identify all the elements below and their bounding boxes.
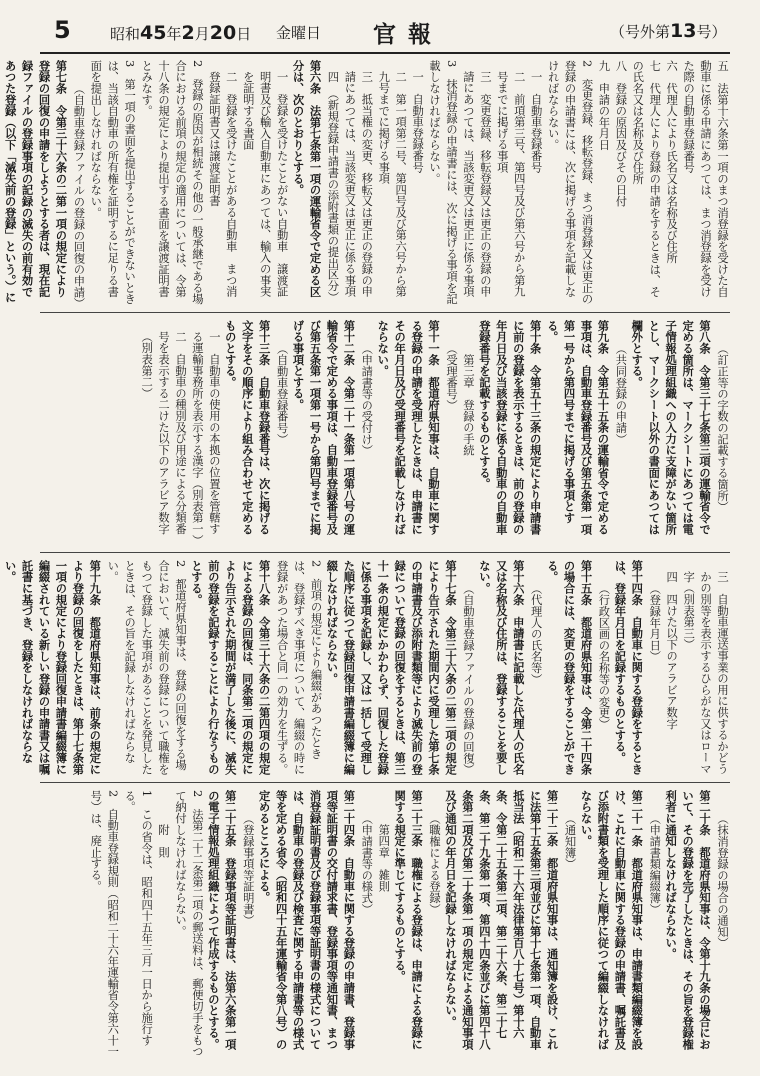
paragraph: （登録事項等証明書） [241,812,255,926]
paragraph: 第十五条 都道府県知事は、令第二十四条の場合には、変更の登録をすることができる。 [545,560,594,775]
header-rule [40,52,730,54]
paragraph: （自動車登録ファイルの登録の回復の申請） [72,82,86,309]
paragraph: 三 変更登録、移転登録又は更正の登録の申請にあつては、当該変更又は更正に係る事項 [461,71,492,298]
tier2-column [40,320,730,545]
paragraph: 第十一条 都道府県知事は、自動車に関する登録の申請を受理したときは、申請書にその年月日及び受理番号を記載しなければならない。 [376,320,442,535]
paragraph: 第二十四条 自動車に関する登録の申請書、登録事項等証明書の交付請求書、登録事項等通知書、まつ消登録証明書及び登録事項等証明書の様式については、自動車の登録及び検査に関する申請書等の様式等を定める省令（昭和四十五年運輸省令第八号）の定めるところによる。 [257,790,357,1050]
tier-rule-3 [40,782,730,783]
paragraph: 第二十二条 都道府県知事は、通知簿を設け、これに法第十五条第三項並びに第十七条第一項、自動車抵当法（昭和二十六年法律第百八十七号）第十六条、令第二十五条第二項、第二十六条、第二十七条、第二十九条第一項、第四十四条並びに第四十八条第二項及び第二十条第一項の規定による通知事項及び通知の年月日を記録しなければならない。 [444,790,560,1050]
paragraph: 第十四条 自動車に関する登録をするときは、登録年月日を記録するものとする。 [613,560,645,775]
issue-prefix: （号外第 [610,23,671,41]
paragraph: 第九条 令第五十五条の運輸省令で定める事項は、自動車登録番号及び第五条第一項第一号から第四号までに掲げる事項とする。 [545,320,611,535]
paragraph: （行政区画の名称等の変更） [597,582,611,730]
paragraph: 二 登録を受けたことがある自動車 まつ消登録証明書又は譲渡証明書 [207,71,238,298]
paragraph: （代理人の氏名等） [529,582,543,685]
paragraph: 一 登録を受けたことがない自動車 譲渡証明書及び輸入自動車にあつては、輸入の事実を証明する書面 [241,71,289,298]
paragraph: （自動車登録ファイルの登録の回復） [461,582,475,775]
text-tier-1 [3,60,730,309]
paragraph: 第二十三条 職権による登録は、申請による登録に関する規定に準じてするものとする。 [393,790,425,1050]
paragraph: 第十条 令第五十三条の規定により申請書に前の登録を表示するときは、前の登録の年月日及び当該登録に係る自動車の自動車登録番号を記載するものとする。 [477,320,543,535]
paragraph: 一 自動車登録番号 [529,71,543,173]
paragraph: 三 抵当権の変更、移転又は更正の登録の申請にあつては、当該変更又は更正に係る事項 [343,71,374,298]
paragraph: 2 前項の規定により編綴があつたときは、登録すべき事項について、編綴の時に登録があつた場合と同一の効力を生ずる。 [275,560,323,775]
paragraph: 2 都道府県知事は、登録の回復をする場合において、滅失前の登録について職権をもつて登録した事項があることを発見したときは、その旨を記録しなければならない。 [106,560,187,775]
paragraph: 2 法第二十二条第二項の郵送料は、郵便切手をもつて納付しなければならない。 [174,790,204,1058]
paragraph: （訂正等の字数の記載する箇所） [716,342,729,513]
paragraph: 第二十一条 都道府県知事は、申請書類編綴簿を設け、これに自動車に関する登録の申請書、嘱託書及び添附書類を受理した順序に従つて編綴しなければならない。 [579,790,645,1050]
paragraph: 六 代理人により氏名又は名称及び住所 [665,60,679,264]
tier-rule-1 [40,312,730,313]
paragraph: 第十三条 自動車登録番号は、次に掲げる文字をその順序により組み合わせて定めるものとする。 [223,320,272,535]
paragraph: 第二十五条 登録事項等証明書は、法第六条第一項の電子情報処理組織によつて作成するものとする。 [206,790,238,1050]
page-header [40,10,730,50]
paragraph: 第三章 登録の手続 [461,353,475,456]
date-day-suffix: 日 [236,25,252,43]
paragraph: 五 法第十六条第一項のまつ消登録を受けた自動車に係る申請にあつては、まつ消登録を受けた際の自動車登録番号 [682,60,729,298]
issue-date [110,22,251,44]
issue-suffix: 号） [696,23,727,41]
paragraph: 二 自動車の種別及び用途による分類番号を表示する二けた以下のアラビア数字（別表第二） [140,331,187,535]
paragraph: （申請書等の受付け） [360,342,374,456]
paragraph: 第十二条 令第二十一条第一項第八号の運輸省令で定める事項は、自動車登録番号及び第五条第一項第一号から第四号までに掲げる事項とする。 [291,320,357,535]
paragraph: 2 自動車登録規則（昭和二十六年運輸省令第六十一号）は、廃止する。 [89,790,120,1058]
paragraph: 四 四けた以下のアラビア数字 [665,571,679,730]
text-tier-4 [40,790,730,1060]
tier4-column [40,790,730,1060]
issue-no: 13 [670,20,697,42]
tier3-column [3,560,730,775]
paragraph: 第二十条 都道府県知事は、令第十九条の場合において、その登録を完了したときは、その旨を登録権利者に通知しなければならない。 [664,790,713,1050]
tier-rule-2 [40,552,730,553]
paragraph: 第十六条 申請書に記載した代理人の氏名又は名称及び住所は、登録することを要しない。 [477,560,526,775]
paragraph: 四 （新規登録申請書の添附書類の提出区分） [326,71,340,303]
page-number: 5 [54,16,71,44]
paragraph: （共同登録の申請） [614,342,628,445]
paragraph: 八 登録の原因及びその日付 [614,60,628,207]
paragraph: （通知簿） [563,812,577,870]
paragraph: 第八条 令第三十七条第三項の運輸省令で定める箇所は、マークシートにあつては電子情報処理組織への入力に支障がない箇所とし、マークシート以外の書面にあつては欄外とする。 [630,320,713,535]
paragraph: （自動車登録番号） [275,342,289,445]
paragraph: 一 自動車登録番号 [411,71,425,173]
paragraph: 二 第一項第二号、第四号及び第六号から第九号までに掲げる事項 [377,71,408,298]
paragraph: 一 自動車の使用の本拠の位置を管轄する運輸事務所を表示する漢字（別表第一） [190,331,221,546]
weekday: 金曜日 [276,24,322,42]
text-tier-3 [3,560,730,775]
paragraph: 第十八条 令第三十六条の二第四項の規定による登録の回復は、同条第二項の規定により告示された期間が満了した後に、滅失前の登録を記録することにより行なうものとする。 [189,560,272,775]
date-year-suffix: 年 [166,25,182,43]
paragraph: 3 抹消登録の申請書には、次に掲げる事項を記載しなければならない。 [428,60,458,305]
paragraph: 1 この省令は、昭和四十五年三月一日から施行する。 [123,790,154,1046]
paragraph: 七 代理人により登録の申請をするときは、その氏名又は名称及び住所 [631,60,662,298]
issue-number [610,20,726,42]
paragraph: 第七条 令第三十六条の二第一項の規定により登録の回復の申請をしようとする者は、現在記録ファイルの登録事項の記録の滅失の前有効であつた登録（以下「滅失前の登録」という。）に [3,60,69,303]
paragraph: 3 第一項の書面を提出することができないときは、当該自動車の所有権を証明するに足りる書面を提出しなければならない。 [89,60,137,305]
paragraph: 第四章 雑則 [377,823,391,892]
paragraph: （登録年月日） [648,582,662,662]
paragraph: 第六条 法第七条第一項の運輸省令で定める区分は、次のとおりとする。 [291,60,323,298]
paragraph: 2 登録の原因が相続その他の一般承継である場合における前項の規定の適用については、令第十八条の規定により提出する書面を譲渡証明書とみなす。 [140,60,204,305]
date-year: 45 [140,22,167,44]
date-month: 2 [181,22,195,44]
date-era: 昭和 [110,25,141,43]
paragraph: 三 自動車運送事業の用に供するかどうかの別等を表示するひらがな又はローマ字（別表第三） [682,571,729,775]
paragraph: 二 前項第三号、第四号及び第六号から第九号までに掲げる事項 [495,71,526,298]
paragraph: （受理番号） [445,342,458,411]
tier1-column-1 [3,60,730,309]
paragraph: 第十七条 令第三十六条の二第二項の規定により告示された期間内に受理した第七条の申請書及び添附書類等により滅失前の登録について登録の回復をするときは、第三十一条の規定にかかわらず、回復した登録に係る事項を記録し、又は一括して受理した順序に従つて登録回復申請書編綴簿に編綴しなければならない。 [325,560,458,775]
paragraph: 2 変更登録、移転登録、まつ消登録又は更正の登録の申請書には、次に掲げる事項を記載しなければならない。 [546,60,594,305]
paragraph: 附 則 [157,823,171,858]
text-tier-2 [40,320,730,545]
paragraph: 九 申請の年月日 [597,60,611,151]
date-day: 20 [209,22,237,44]
paragraph: （抹消登録の場合の通知） [716,812,729,949]
gazette-title: 官報 [373,21,443,48]
paragraph: （申請書等の様式） [360,812,374,915]
paragraph: 第十九条 都道府県知事は、前条の規定により登録の回復をしたときは、第十七条第一項の規定により登録回復申請書編綴簿に編綴されている新しい登録の申請書又は嘱託書に基づき、登録をしなければならない。 [3,560,103,775]
paragraph: （申請書類編綴簿） [648,812,662,915]
date-month-suffix: 月 [194,25,210,43]
paragraph: （職権による登録） [428,812,442,915]
